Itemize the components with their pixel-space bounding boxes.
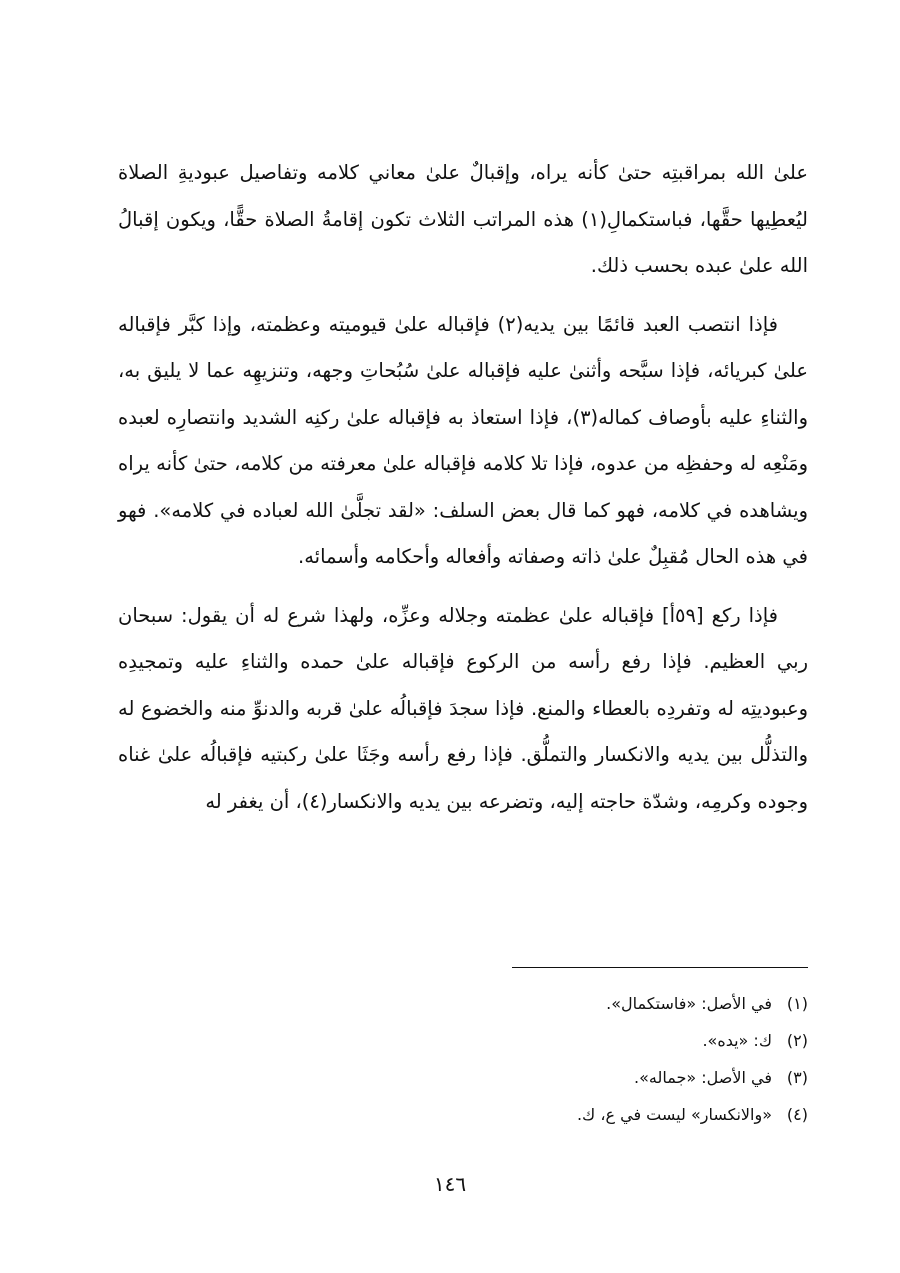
footnote-2 bbox=[118, 1022, 808, 1059]
footnote-1 bbox=[118, 985, 808, 1022]
footnote-separator bbox=[512, 967, 808, 968]
footnote-number: (٣) bbox=[786, 1068, 808, 1087]
paragraph-1: علىٰ الله بمراقبتِه حتىٰ كأنه يراه، وإقبالٌ علىٰ معاني كلامه وتفاصيل عبوديةِ الصلاة ليُعطِيها حقَّها، فباستكمالِ(١) هذه المراتب الثلاث تكون إقامةُ الصلاة حقًّا، ويكون إقبالُ الله علىٰ عبده بحسب ذلك. bbox=[118, 161, 808, 277]
footnote-text: «والانكسار» ليست في ع، ك. bbox=[576, 1105, 772, 1124]
footnote-3 bbox=[118, 1059, 808, 1096]
footnote-number: (٤) bbox=[786, 1105, 808, 1124]
page-number: ١٤٦ bbox=[433, 1172, 467, 1196]
footnote-text: في الأصل: «جماله». bbox=[634, 1068, 772, 1087]
footnote-text: في الأصل: «فاستكمال». bbox=[606, 994, 772, 1013]
paragraph-2: فإذا انتصب العبد قائمًا بين يديه(٢) فإقباله علىٰ قيوميته وعظمته، وإذا كبَّر فإقباله علىٰ كبريائه، فإذا سبَّحه وأثنىٰ عليه فإقباله علىٰ سُبُحاتِ وجهه، وتنزيهِه عما لا يليق به، والثناءِ عليه بأوصاف كماله(٣)، فإذا استعاذ به فإقباله علىٰ ركنِه الشديد وانتصارِه لعبده ومَنْعِه له وحفظِه من عدوه، فإذا تلا كلامه فإقباله علىٰ معرفته من كلامه، حتىٰ كأنه يراه ويشاهده في كلامه، فهو كما قال بعض السلف: «لقد تجلَّىٰ الله لعباده في كلامه». فهو في هذه الحال مُقبِلٌ علىٰ ذاته وصفاته وأفعاله وأحكامه وأسمائه. bbox=[118, 312, 808, 568]
footnote-4 bbox=[118, 1096, 808, 1133]
footnote-number: (٢) bbox=[786, 1031, 808, 1050]
footnote-number: (١) bbox=[786, 994, 808, 1013]
footnotes bbox=[118, 985, 808, 1133]
footnote-text: ك: «يده». bbox=[702, 1031, 772, 1050]
main-text bbox=[118, 150, 808, 825]
paragraph-3: فإذا ركع [٥٩أ] فإقباله علىٰ عظمته وجلاله وعزِّه، ولهذا شرع له أن يقول: سبحان ربي العظيم. فإذا رفع رأسه من الركوع فإقباله علىٰ حمده والثناءِ عليه وتمجيدِه وعبوديتِه له وتفردِه بالعطاء والمنع. فإذا سجدَ فإقبالُه علىٰ قربه والدنوِّ منه والخضوع له والتذلُّل بين يديه والانكسار والتملُّق. فإذا رفع رأسه وجَثَا علىٰ ركبتيه فإقبالُه علىٰ غناه وجوده وكرمِه، وشدّة حاجته إليه، وتضرعه بين يديه والانكسار(٤)، أن يغفر له bbox=[118, 603, 808, 813]
